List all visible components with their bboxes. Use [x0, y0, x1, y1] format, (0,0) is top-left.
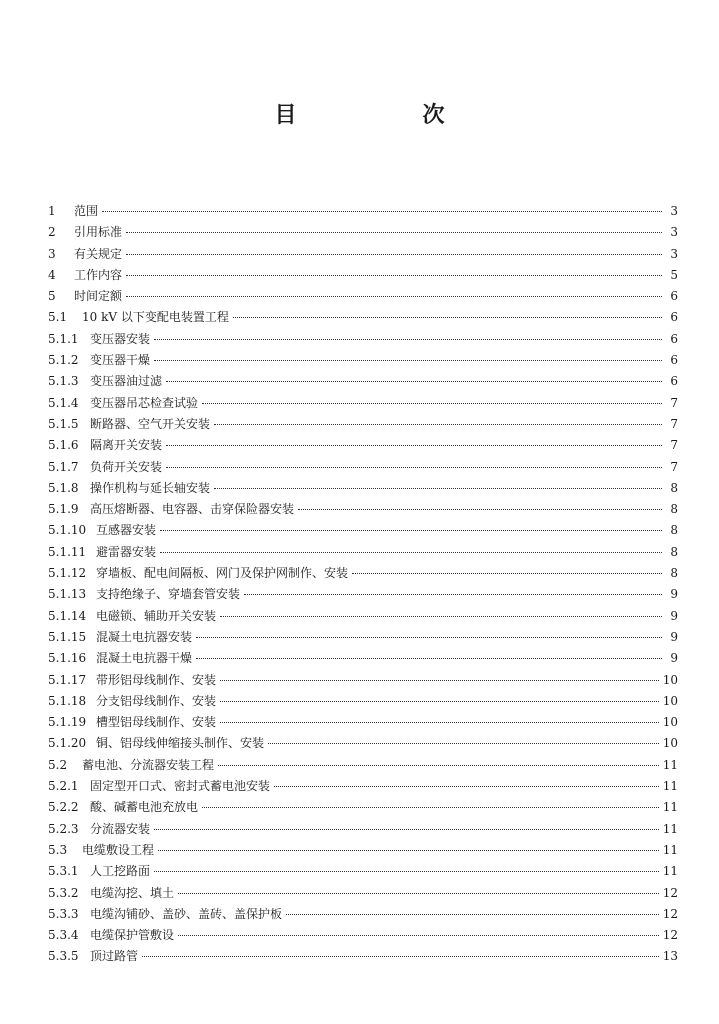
- toc-entry-page-number: 9: [670, 587, 678, 602]
- toc-entry-label: 负荷开关安装: [90, 459, 163, 474]
- dot-leader: [154, 871, 659, 872]
- toc-entry-number: 5: [48, 289, 56, 304]
- toc-entry-number: 5.3: [48, 842, 68, 857]
- dot-leader: [220, 701, 659, 702]
- toc-entry-number: 5.3.5: [48, 949, 79, 964]
- toc-entry: [48, 797, 678, 818]
- dot-leader: [268, 743, 659, 744]
- toc-entry: [48, 840, 678, 861]
- toc-entry-number: 5.1.1: [48, 331, 79, 346]
- toc-entry: [48, 265, 678, 286]
- toc-entry-label: 人工挖路面: [90, 864, 151, 879]
- toc-entry-page-number: 11: [662, 842, 678, 857]
- toc-entry-number: 5.2: [48, 757, 68, 772]
- dot-leader: [178, 935, 659, 936]
- toc-entry: [48, 861, 678, 882]
- toc-entry-page-number: 8: [670, 523, 678, 538]
- toc-entry-label: 分支铝母线制作、安装: [96, 693, 217, 708]
- toc-entry-label: 引用标准: [74, 225, 123, 240]
- toc-entry-label: 变压器油过滤: [90, 374, 163, 389]
- toc-entry-label: 电缆沟挖、填土: [90, 885, 175, 900]
- toc-entry-page-number: 5: [670, 267, 678, 282]
- toc-entry: [48, 542, 678, 563]
- page-title: 目 次: [274, 103, 497, 128]
- toc-entry-number: 5.3.3: [48, 906, 79, 921]
- toc-entry-page-number: 7: [670, 416, 678, 431]
- toc-entry-label: 操作机构与延长轴安装: [90, 480, 211, 495]
- dot-leader: [202, 807, 659, 808]
- toc-entry: [48, 201, 678, 222]
- toc-entry: [48, 606, 678, 627]
- toc-entry-page-number: 10: [662, 715, 678, 730]
- toc-entry: [48, 946, 678, 967]
- toc-entry-page-number: 6: [670, 310, 678, 325]
- dot-leader: [220, 616, 662, 617]
- dot-leader: [126, 254, 662, 255]
- toc-entry: [48, 478, 678, 499]
- toc-entry: [48, 435, 678, 456]
- toc-entry-page-number: 8: [670, 566, 678, 581]
- toc-entry-label: 有关规定: [74, 246, 123, 261]
- dot-leader: [352, 573, 662, 574]
- toc-entry-page-number: 10: [662, 736, 678, 751]
- toc-entry: [48, 520, 678, 541]
- dot-leader: [196, 658, 662, 659]
- toc-entry-number: 5.1.17: [48, 672, 87, 687]
- toc-entry-label: 电磁锁、辅助开关安装: [96, 608, 217, 623]
- toc-entry-number: 5.3.2: [48, 885, 79, 900]
- toc-entry: [48, 307, 678, 328]
- toc-entry-number: 5.1.19: [48, 715, 87, 730]
- dot-leader: [244, 594, 662, 595]
- dot-leader: [142, 956, 659, 957]
- toc-entry-label: 支持绝缘子、穿墙套管安装: [96, 587, 241, 602]
- toc-entry-number: 5.1.14: [48, 608, 87, 623]
- toc-entry-number: 5.2.1: [48, 779, 79, 794]
- toc-entry-label: 时间定额: [74, 289, 123, 304]
- toc-entry-label: 槽型铝母线制作、安装: [96, 715, 217, 730]
- toc-entry-number: 5.2.2: [48, 800, 79, 815]
- dot-leader: [218, 765, 659, 766]
- toc-entry: [48, 904, 678, 925]
- toc-entry-number: 5.3.1: [48, 864, 79, 879]
- dot-leader: [298, 509, 662, 510]
- dot-leader: [214, 488, 662, 489]
- toc-entry: [48, 329, 678, 350]
- dot-leader: [220, 722, 659, 723]
- toc-entry-number: 5.1.9: [48, 502, 79, 517]
- toc-entry: [48, 670, 678, 691]
- toc-entry: [48, 733, 678, 754]
- toc-entry-label: 电缆敷设工程: [82, 842, 155, 857]
- toc-entry-label: 分流器安装: [90, 821, 151, 836]
- toc-entry-page-number: 10: [662, 672, 678, 687]
- toc-entry-label: 电缆保护管敷设: [90, 928, 175, 943]
- toc-entry-page-number: 7: [670, 438, 678, 453]
- toc-entry-number: 5.1.15: [48, 629, 87, 644]
- toc-entry-page-number: 9: [670, 651, 678, 666]
- toc-entry-page-number: 3: [670, 246, 678, 261]
- dot-leader: [178, 893, 659, 894]
- toc-entry-page-number: 8: [670, 480, 678, 495]
- toc-entry-number: 2: [48, 225, 56, 240]
- toc-entry: [48, 925, 678, 946]
- toc-entry-label: 断路器、空气开关安装: [90, 416, 211, 431]
- dot-leader: [158, 850, 659, 851]
- toc-entry-number: 5.1.8: [48, 480, 79, 495]
- toc-entry-label: 带形铝母线制作、安装: [96, 672, 217, 687]
- dot-leader: [102, 211, 662, 212]
- toc-entry-label: 工作内容: [74, 267, 123, 282]
- dot-leader: [214, 424, 662, 425]
- toc-entry-label: 互感器安装: [96, 523, 157, 538]
- toc-entry-number: 5.1.10: [48, 523, 87, 538]
- toc-entry-number: 1: [48, 204, 56, 218]
- toc-entry-page-number: 11: [662, 864, 678, 879]
- dot-leader: [166, 445, 662, 446]
- toc-entry-number: 5.1.20: [48, 736, 87, 751]
- toc-entry: [48, 222, 678, 243]
- toc-entry: [48, 371, 678, 392]
- toc-entry: [48, 776, 678, 797]
- toc-entry-page-number: 11: [662, 779, 678, 794]
- toc-entry-page-number: 3: [670, 204, 678, 218]
- toc-entry-label: 10 kV 以下变配电装置工程: [82, 310, 229, 325]
- toc-entry-number: 5.1.4: [48, 395, 79, 410]
- toc-entry-number: 5.1.11: [48, 544, 87, 559]
- toc-entry-number: 5.1.12: [48, 566, 87, 581]
- toc-entry-page-number: 6: [670, 374, 678, 389]
- toc-entry-label: 变压器吊芯检查试验: [90, 395, 199, 410]
- toc-entry-page-number: 9: [670, 608, 678, 623]
- toc-entry-label: 隔离开关安装: [90, 438, 163, 453]
- toc-entry: [48, 819, 678, 840]
- toc-entry-label: 顶过路管: [90, 949, 139, 964]
- toc-entry-label: 混凝土电抗器干燥: [96, 651, 193, 666]
- toc-entry-page-number: 7: [670, 395, 678, 410]
- toc-entry-number: 5.1.13: [48, 587, 87, 602]
- dot-leader: [233, 317, 662, 318]
- dot-leader: [160, 552, 662, 553]
- toc-entry-number: 5.2.3: [48, 821, 79, 836]
- dot-leader: [196, 637, 662, 638]
- dot-leader: [220, 680, 659, 681]
- toc-entry-label: 固定型开口式、密封式蓄电池安装: [90, 779, 271, 794]
- toc-entry-label: 高压熔断器、电容器、击穿保险器安装: [90, 502, 295, 517]
- toc-entry-label: 酸、碱蓄电池充放电: [90, 800, 199, 815]
- toc-entry-page-number: 13: [662, 949, 678, 964]
- toc-entry-number: 4: [48, 267, 56, 282]
- toc-entry-number: 5.1.16: [48, 651, 87, 666]
- toc-entry-page-number: 11: [662, 800, 678, 815]
- toc-entry-page-number: 11: [662, 757, 678, 772]
- toc-entry: [48, 883, 678, 904]
- toc-entry-page-number: 11: [662, 821, 678, 836]
- toc-entry-page-number: 10: [662, 693, 678, 708]
- toc-entry: [48, 286, 678, 307]
- toc-entry-label: 铜、铝母线伸缩接头制作、安装: [96, 736, 265, 751]
- dot-leader: [166, 467, 662, 468]
- toc-entry-page-number: 8: [670, 544, 678, 559]
- toc-entry-label: 避雷器安装: [96, 544, 157, 559]
- dot-leader: [126, 296, 662, 297]
- table-of-contents: [48, 201, 678, 968]
- dot-leader: [154, 829, 659, 830]
- dot-leader: [202, 403, 662, 404]
- toc-entry-number: 5.1.3: [48, 374, 79, 389]
- toc-entry-number: 5.3.4: [48, 928, 79, 943]
- toc-entry-label: 范围: [74, 204, 99, 218]
- toc-entry: [48, 414, 678, 435]
- toc-entry-label: 蓄电池、分流器安装工程: [82, 757, 215, 772]
- toc-entry: [48, 563, 678, 584]
- toc-entry-page-number: 12: [662, 928, 678, 943]
- toc-entry-label: 混凝土电抗器安装: [96, 629, 193, 644]
- toc-entry-label: 穿墙板、配电间隔板、网门及保护网制作、安装: [96, 566, 349, 581]
- toc-entry-number: 5.1.6: [48, 438, 79, 453]
- dot-leader: [126, 275, 662, 276]
- dot-leader: [286, 914, 659, 915]
- toc-entry-page-number: 12: [662, 906, 678, 921]
- toc-entry: [48, 627, 678, 648]
- toc-entry: [48, 457, 678, 478]
- toc-entry: [48, 350, 678, 371]
- toc-entry-page-number: 6: [670, 353, 678, 368]
- toc-entry-number: 5.1.18: [48, 693, 87, 708]
- dot-leader: [274, 786, 659, 787]
- toc-entry: [48, 499, 678, 520]
- toc-entry-label: 变压器干燥: [90, 353, 151, 368]
- toc-entry-page-number: 7: [670, 459, 678, 474]
- toc-entry: [48, 244, 678, 265]
- toc-entry-page-number: 3: [670, 225, 678, 240]
- toc-entry-number: 5.1: [48, 310, 68, 325]
- toc-entry: [48, 712, 678, 733]
- toc-entry: [48, 393, 678, 414]
- toc-entry: [48, 584, 678, 605]
- toc-entry-number: 5.1.5: [48, 416, 79, 431]
- toc-entry: [48, 648, 678, 669]
- dot-leader: [154, 360, 662, 361]
- dot-leader: [154, 339, 662, 340]
- toc-entry: [48, 755, 678, 776]
- toc-entry: [48, 691, 678, 712]
- toc-entry-label: 变压器安装: [90, 331, 151, 346]
- toc-entry-page-number: 6: [670, 331, 678, 346]
- dot-leader: [166, 381, 662, 382]
- toc-entry-number: 3: [48, 246, 56, 261]
- toc-entry-page-number: 6: [670, 289, 678, 304]
- toc-entry-page-number: 9: [670, 629, 678, 644]
- toc-entry-page-number: 12: [662, 885, 678, 900]
- dot-leader: [126, 232, 662, 233]
- toc-entry-number: 5.1.2: [48, 353, 79, 368]
- toc-entry-label: 电缆沟铺砂、盖砂、盖砖、盖保护板: [90, 906, 283, 921]
- toc-entry-number: 5.1.7: [48, 459, 79, 474]
- toc-entry-page-number: 8: [670, 502, 678, 517]
- dot-leader: [160, 530, 662, 531]
